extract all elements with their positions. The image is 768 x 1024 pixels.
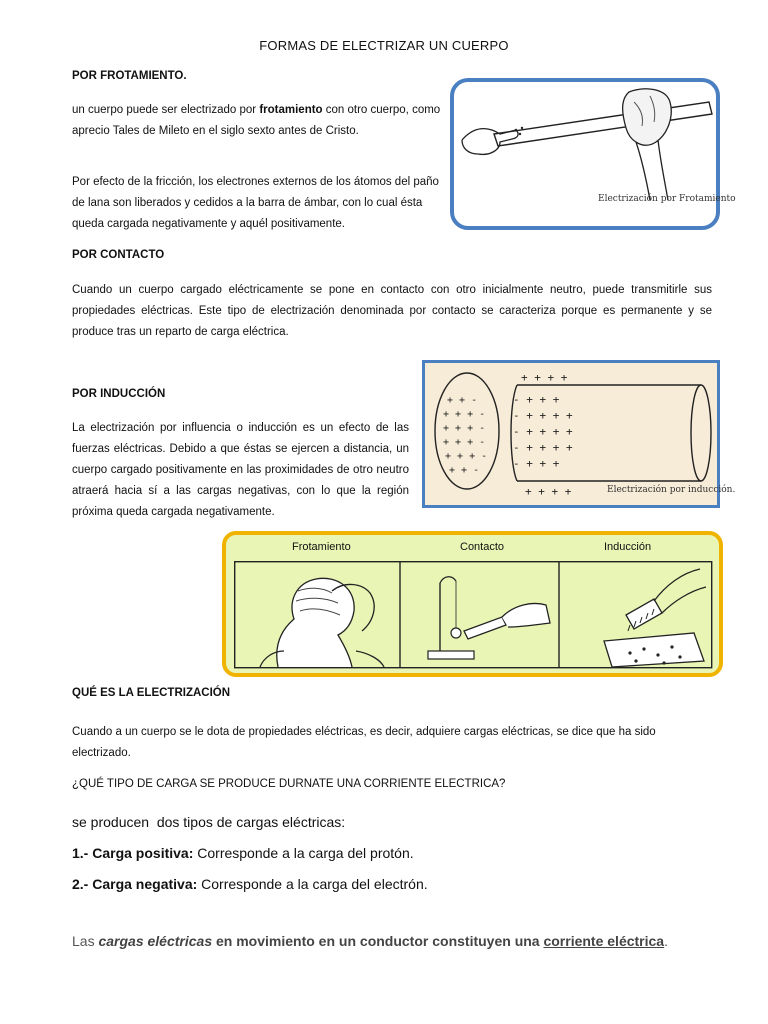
svg-text:+ + -: + + - <box>449 465 480 476</box>
link-corriente-electrica[interactable]: corriente eléctrica <box>543 933 665 949</box>
heading-induccion: POR INDUCCIÓN <box>72 388 166 400</box>
figure-induccion <box>422 360 736 508</box>
induction-illustration <box>425 363 717 505</box>
panel-label-induccion: Inducción <box>604 541 652 553</box>
panel-label-frotamiento: Frotamiento <box>292 541 351 553</box>
svg-text:+ + + -: + + + - <box>445 451 488 462</box>
heading-frotamiento: POR FROTAMIENTO. <box>72 70 187 82</box>
tipos-intro: se producen dos tipos de cargas eléctricas: <box>72 814 346 830</box>
paragraph-contacto: Cuando un cuerpo cargado eléctricamente se pone en contacto con otro inicialmente neutro, puede transmitirle sus propiedades eléctricas. Este tipo de electrización denominada por contacto se caracteriza porque es permanente y se produce tras un reparto de carga eléctrica. <box>72 284 712 338</box>
question-tipo-carga: ¿QUÉ TIPO DE CARGA SE PRODUCE DURNATE UNA CORRIENTE ELECTRICA? <box>72 778 506 790</box>
figure-induccion-caption: Electrización por inducción. <box>607 485 736 495</box>
rod-and-cloth-illustration <box>454 82 716 226</box>
svg-text:- + + + +: - + + + + <box>513 441 573 454</box>
methods-illustration <box>234 561 713 669</box>
svg-text:+ + + -: + + + - <box>443 423 486 434</box>
item-carga-negativa: 2.- Carga negativa: Corresponde a la carga del electrón. <box>72 876 428 892</box>
panel-label-contacto: Contacto <box>460 541 505 553</box>
paragraph-que-es: Cuando a un cuerpo se le dota de propiedades eléctricas, es decir, adquiere cargas eléctricas, se dice que ha sido electrizado. <box>72 726 656 759</box>
svg-text:+ + -: + + - <box>447 395 478 406</box>
svg-text:- + + +: - + + + <box>513 457 560 470</box>
paragraph-frotamiento-2: Por efecto de la fricción, los electrones externos de los átomos del paño de lana son liberados y cedidos a la barra de ámbar, con lo cual ésta queda cargada negativamente y aquél positivamente. <box>72 176 439 230</box>
svg-text:+ + + +: + + + + <box>521 371 568 384</box>
svg-text:- + + + +: - + + + + <box>513 409 573 422</box>
svg-text:+ + + +: + + + + <box>525 485 572 498</box>
svg-text:+ + + -: + + + - <box>443 409 486 420</box>
svg-text:+ + + -: + + + - <box>443 437 486 448</box>
page-title: FORMAS DE ELECTRIZAR UN CUERPO <box>259 38 509 53</box>
final-sentence: Las cargas eléctricas en movimiento en un conductor constituyen una corriente eléctrica. <box>72 933 668 949</box>
paragraph-induccion: La electrización por influencia o inducción es un efecto de las fuerzas eléctricas. Debido a que éstas se ejercen a distancia, un cuerpo cargado positivamente en las proximidades de otro neutro atraerá hacia sí a las cargas negativas, con lo que la región próxima queda cargada negativamente. <box>72 422 409 518</box>
figure-frotamiento <box>450 78 736 230</box>
item-carga-positiva: 1.- Carga positiva: Corresponde a la carga del protón. <box>72 845 414 861</box>
svg-text:- + + + +: - + + + + <box>513 425 573 438</box>
paragraph-frotamiento-1: un cuerpo puede ser electrizado por frotamiento con otro cuerpo, como aprecio Tales de Mileto en el siglo sexto antes de Cristo. <box>72 104 441 137</box>
heading-contacto: POR CONTACTO <box>72 249 165 261</box>
svg-text:- + + +: - + + + <box>513 393 560 406</box>
figure-methods-panel <box>222 531 723 677</box>
heading-que-es: QUÉ ES LA ELECTRIZACIÓN <box>72 687 231 699</box>
figure-frotamiento-caption: Electrización por Frotamiento <box>598 194 736 204</box>
